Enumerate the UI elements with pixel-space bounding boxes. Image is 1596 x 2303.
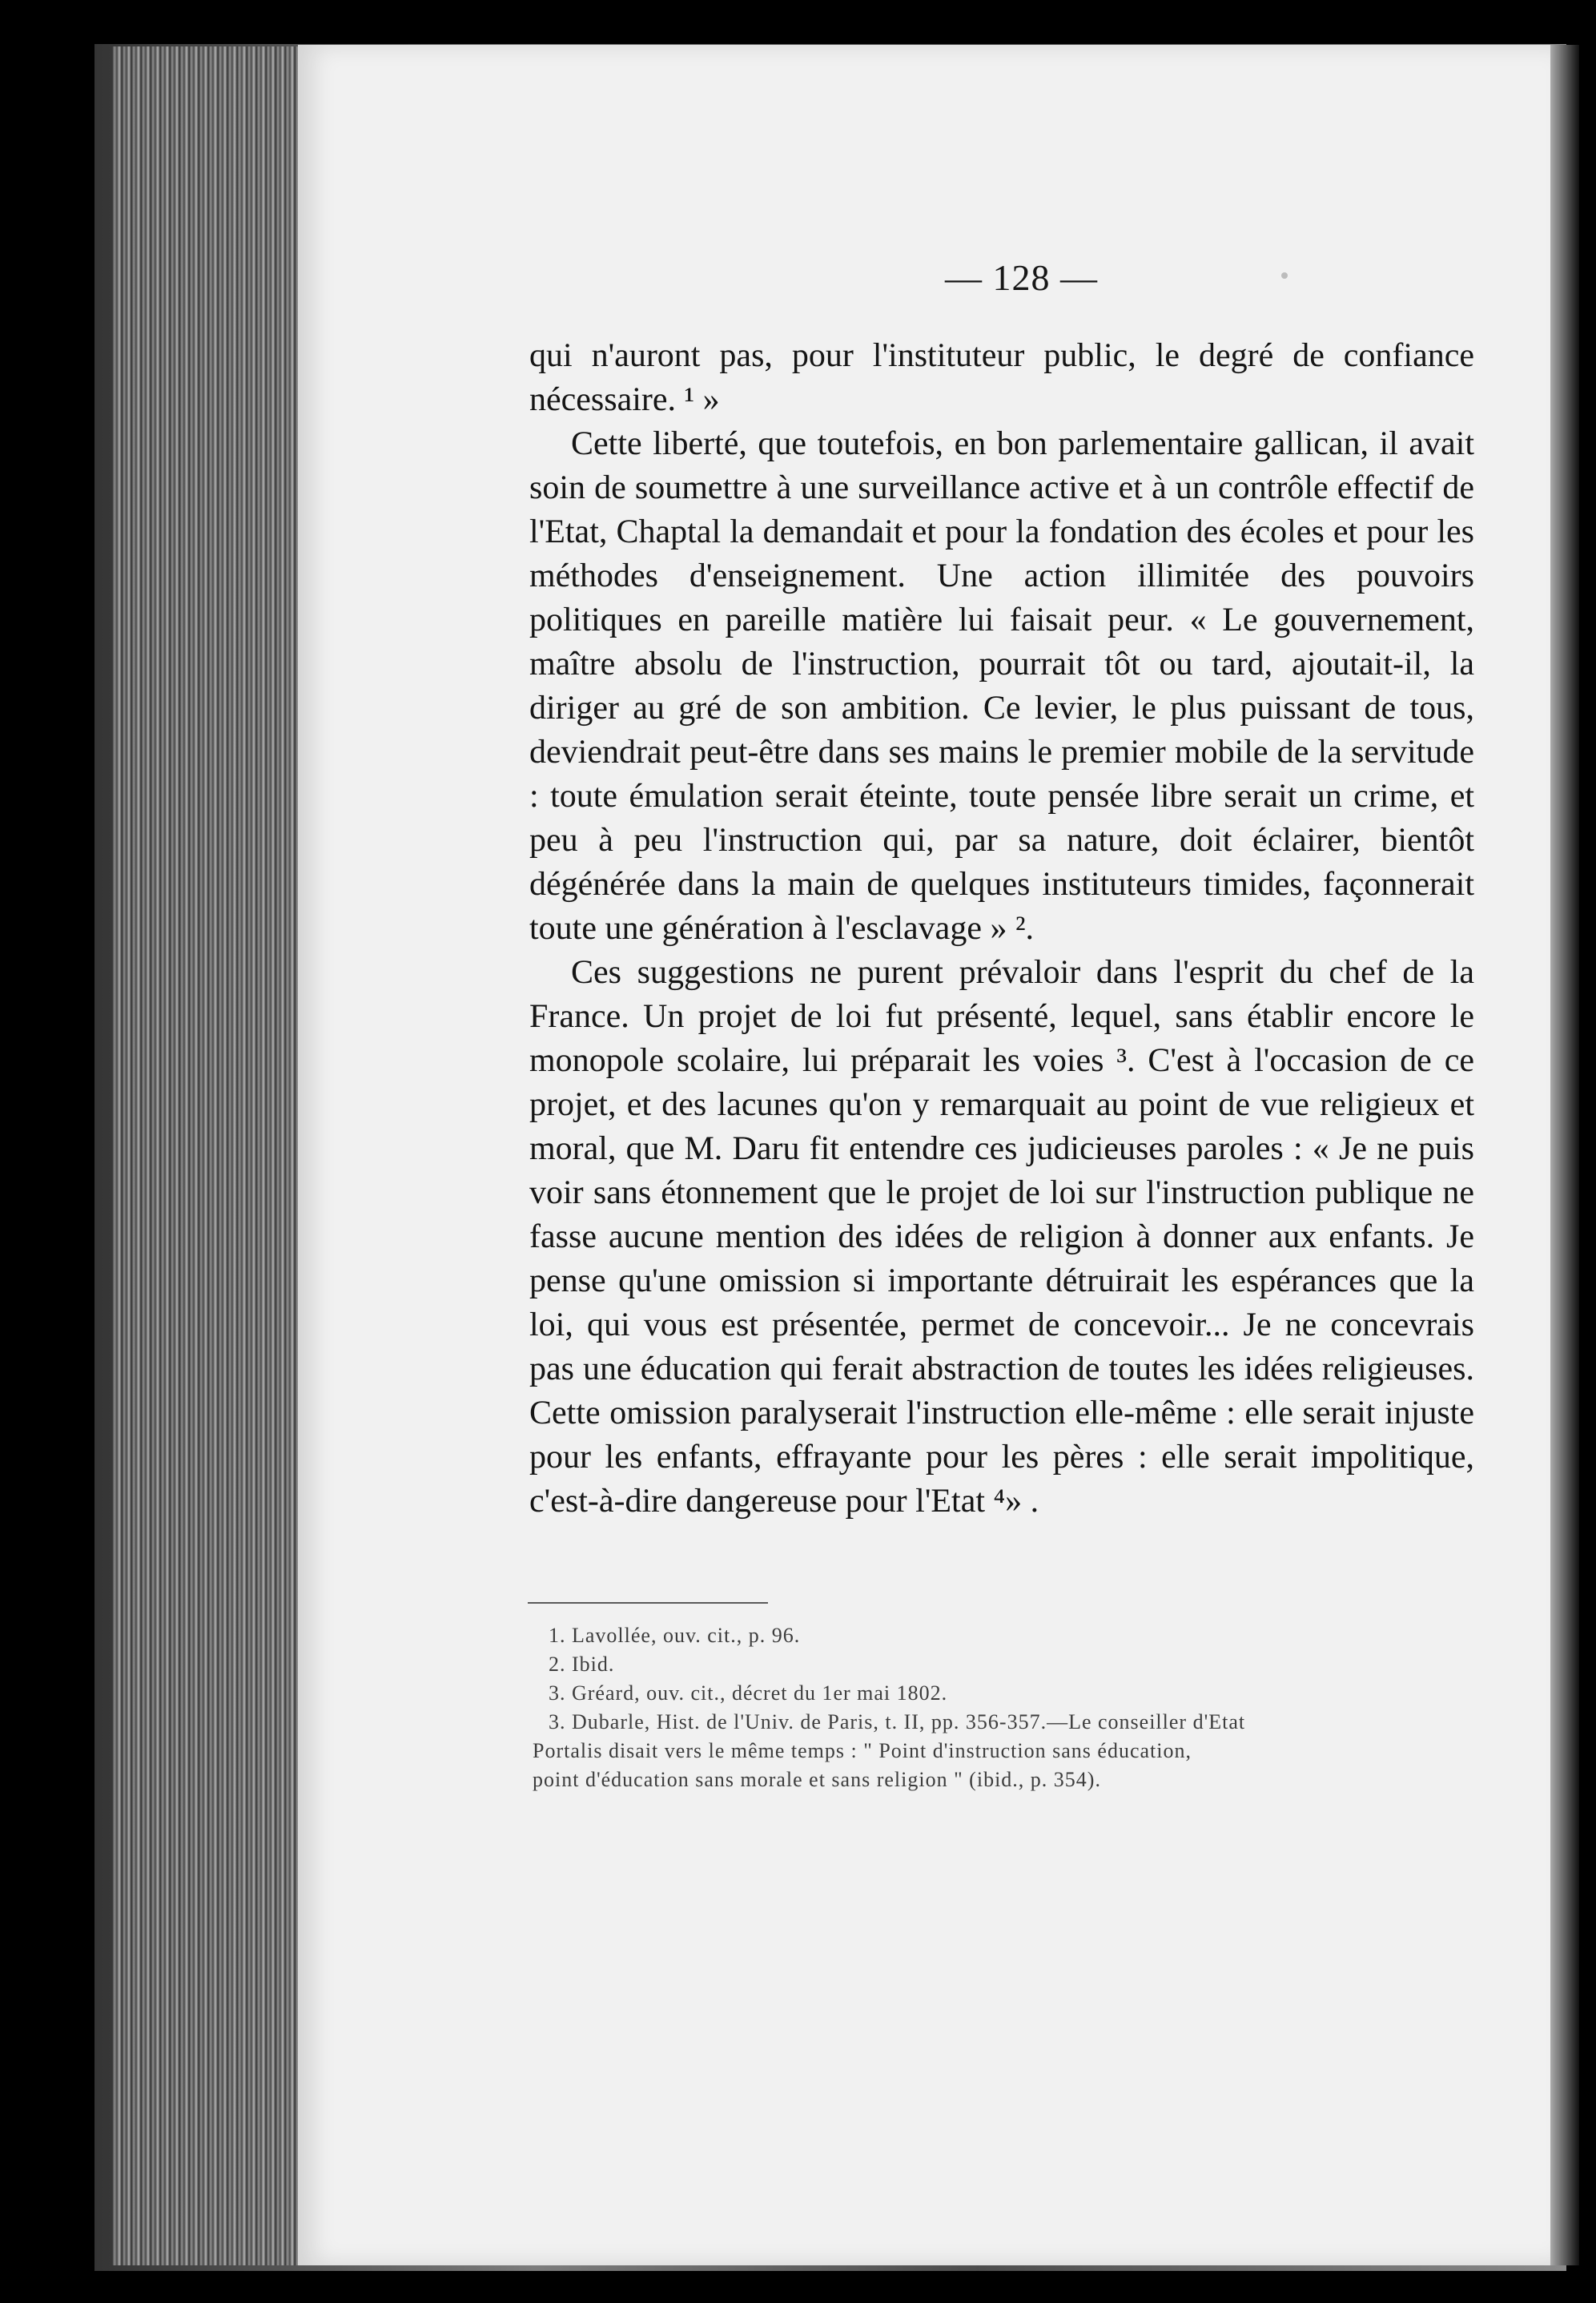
- page-edge-texture: [112, 46, 301, 2265]
- page-number: — 128 —: [945, 257, 1098, 298]
- paragraph-daru: Ces suggestions ne purent prévaloir dans l'esprit du chef de la France. Un projet de loi fut présenté, lequel, sans établir encore le monopole scolaire, lui préparait les voies ³. C'est à l'occasion de ce projet, et des lacunes qu'on y remarquait au point de vue religieux et moral, que M. Daru fit entendre ces judicieuses paroles : « Je ne puis voir sans étonnement que le projet de loi sur l'instruction publique ne fasse aucune mention des idées de religion à donner aux enfants. Je pense qu'une omission si importante détruirait les espérances que la loi, qui vous est présentée, permet de concevoir... Je ne concevrais pas une éducation qui ferait abstraction de toutes les idées religieuses. Cette omission paralyserait l'instruction elle-même : elle serait injuste pour les enfants, effrayante pour les pères : elle serait impolitique, c'est-à-dire dangereuse pour l'Etat ⁴» .: [529, 954, 1474, 1520]
- page-right-shadow: [1550, 45, 1579, 2265]
- footnote-4-line-2: Portalis disait vers le même temps : " Point d'instruction sans éducation,: [533, 1739, 1192, 1762]
- footnotes: [533, 1621, 1493, 1794]
- footnote-4-line-3: point d'éducation sans morale et sans religion " (ibid., p. 354).: [533, 1768, 1101, 1791]
- footnote-1: 1. Lavollée, ouv. cit., p. 96.: [549, 1624, 801, 1647]
- main-text: [529, 334, 1474, 1524]
- footnote-rule: [528, 1602, 768, 1604]
- footnote-3: 3. Gréard, ouv. cit., décret du 1er mai 1802.: [549, 1681, 948, 1705]
- paragraph-continuation: qui n'auront pas, pour l'instituteur public, le degré de confiance nécessaire. ¹ »: [529, 337, 1474, 418]
- footnote-4-line-1: 3. Dubarle, Hist. de l'Univ. de Paris, t. II, pp. 356-357.—Le conseiller d'Etat: [549, 1710, 1246, 1733]
- paragraph-chaptal: Cette liberté, que toutefois, en bon parlementaire gallican, il avait soin de soumettre à une surveillance active et à un contrôle effectif de l'Etat, Chaptal la demandait et pour la fondation des écoles et pour les méthodes d'enseignement. Une action illimitée des pouvoirs politiques en pareille matière lui faisait peur. « Le gouvernement, maître absolu de l'instruction, pourrait tôt ou tard, ajoutait-il, la diriger au gré de son ambition. Ce levier, le plus puissant de tous, deviendrait peut-être dans ses mains le premier mobile de la servitude : toute émulation serait éteinte, toute pensée libre serait un crime, et peu à peu l'instruction qui, par sa nature, doit éclairer, bientôt dégénérée dans la main de quelques instituteurs timides, façonnerait toute une génération à l'esclavage » ².: [529, 425, 1474, 947]
- page-smudge: [1281, 272, 1288, 279]
- footnote-2: 2. Ibid.: [549, 1653, 615, 1676]
